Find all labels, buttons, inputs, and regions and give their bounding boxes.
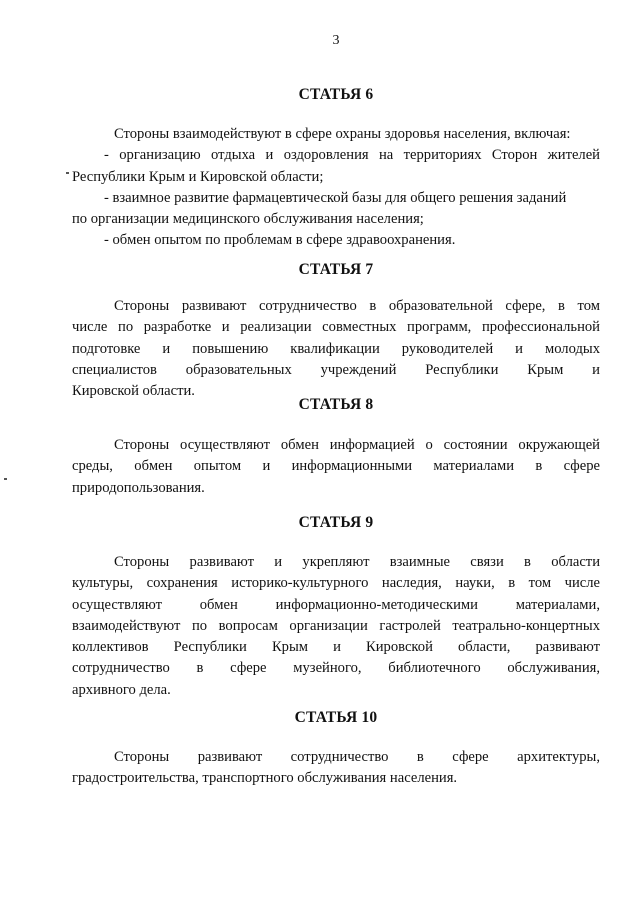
article-10-heading: СТАТЬЯ 10 — [294, 709, 378, 726]
scan-mark — [66, 172, 69, 174]
page-number: 3 — [332, 33, 340, 48]
article-7-line-4: специалистов образовательных учреждений Республики Крым и — [72, 361, 600, 378]
article-7-line-5: Кировской области. — [72, 383, 195, 400]
scan-mark — [4, 478, 7, 480]
article-7-line-3: подготовке и повышению квалификации руководителей и молодых — [72, 340, 600, 357]
article-10-text — [72, 747, 600, 790]
article-6-line-5: по организации медицинского обслуживания населения; — [72, 211, 424, 228]
article-8-heading: СТАТЬЯ 8 — [298, 396, 374, 413]
article-10-line-2: градостроительства, транспортного обслуживания населения. — [72, 770, 458, 787]
article-6-text — [72, 124, 600, 252]
article-9-line-4: взаимодействуют по вопросам организации гастролей театрально-концертных — [72, 617, 600, 634]
article-8-text — [72, 435, 600, 499]
article-9-line-7: архивного дела. — [72, 681, 171, 698]
article-9-line-6: сотрудничество в сфере музейного, библиотечного обслуживания, — [72, 660, 600, 677]
article-6-line-6: - обмен опытом по проблемам в сфере здравоохранения. — [104, 232, 456, 249]
article-6-line-1: Стороны взаимодействуют в сфере охраны здоровья населения, включая: — [114, 126, 571, 142]
article-8-line-2: среды, обмен опытом и информационными материалами в сфере — [72, 458, 600, 475]
article-7-heading: СТАТЬЯ 7 — [298, 261, 374, 278]
article-9-heading: СТАТЬЯ 9 — [298, 514, 374, 531]
article-9-line-5: коллективов Республики Крым и Кировской области, развивают — [72, 639, 600, 656]
article-6-line-4: - взаимное развитие фармацевтической базы для общего решения заданий — [104, 189, 567, 206]
article-9-line-1: Стороны развивают и укрепляют взаимные связи в области — [114, 554, 600, 570]
article-6-line-3: Республики Крым и Кировской области; — [72, 168, 324, 185]
article-8-line-3: природопользования. — [72, 479, 205, 496]
article-7-text — [72, 296, 600, 402]
article-7-line-1: Стороны развивают сотрудничество в образовательной сфере, в том — [114, 298, 600, 314]
article-8-line-1: Стороны осуществляют обмен информацией о состоянии окружающей — [114, 437, 600, 453]
article-7-line-2: числе по разработке и реализации совместных программ, профессиональной — [72, 319, 600, 336]
article-6-line-2: - организацию отдыха и оздоровления на территориях Сторон жителей — [104, 147, 600, 164]
article-9-text — [72, 552, 600, 701]
article-9-line-2: культуры, сохранения историко-культурного наследия, науки, в том числе — [72, 575, 600, 592]
article-10-line-1: Стороны развивают сотрудничество в сфере архитектуры, — [114, 749, 600, 765]
article-6-heading: СТАТЬЯ 6 — [298, 86, 374, 103]
article-9-line-3: осуществляют обмен информационно-методическими материалами, — [72, 596, 600, 613]
